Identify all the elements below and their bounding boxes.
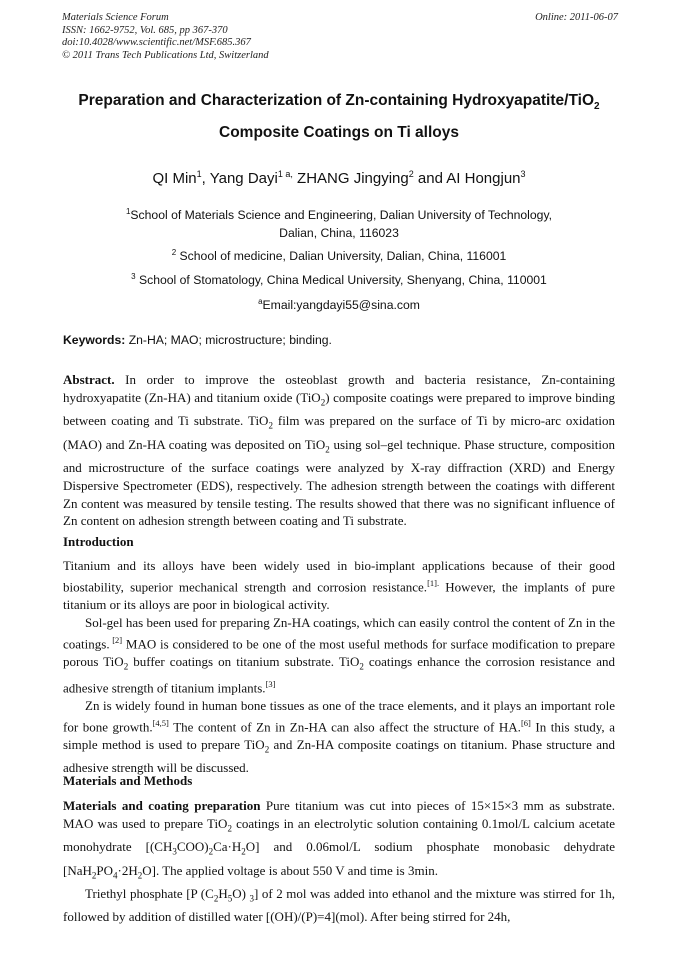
- author-sup: 2: [408, 169, 414, 179]
- abstract: [63, 371, 615, 530]
- affiliation-text: School of medicine, Dalian University, Dalian, China, 116001: [176, 249, 507, 264]
- paragraph-text: Triethyl phosphate [P (C: [85, 885, 214, 901]
- section-heading-methods: Materials and Methods: [63, 773, 193, 788]
- affiliation-sup: 3: [131, 272, 136, 281]
- paragraph: [63, 697, 615, 777]
- affiliation-2: [40, 244, 638, 265]
- citation: [3]: [265, 679, 276, 690]
- paragraph-text: Ca·H: [213, 839, 242, 855]
- subsection-label: Materials and coating preparation: [63, 798, 261, 813]
- subscript: 2: [137, 870, 143, 881]
- author-sup: 3: [520, 169, 526, 179]
- citation: [4,5]: [152, 717, 169, 728]
- paragraph-text: and Zn-HA composite coatings on titanium. Phase structure and adhesive strength will be discussed.: [63, 737, 615, 776]
- online-date: Online: 2011-06-07: [535, 12, 618, 23]
- subscript: 3: [249, 893, 254, 904]
- paragraph-text: MAO is considered to be one of the most useful methods for surface modification to prepare porous TiO: [63, 635, 615, 669]
- affiliation-sup: 2: [171, 248, 177, 257]
- author-name: and AI Hongjun: [413, 170, 521, 187]
- email-address: Email:yangdayi55@sina.com: [262, 298, 420, 313]
- issn-line: ISSN: 1662-9752, Vol. 685, pp 367-370: [62, 24, 228, 36]
- paragraph: [63, 797, 615, 885]
- keywords-text: Zn-HA; MAO; microstructure; binding.: [125, 333, 332, 347]
- abstract-label: Abstract.: [63, 372, 115, 387]
- paragraph-text: O): [232, 885, 250, 901]
- subscript: 2: [241, 846, 246, 857]
- title-text: Preparation and Characterization of Zn-containing Hydroxyapatite/TiO: [78, 92, 595, 109]
- copyright-line: © 2011 Trans Tech Publications Ltd, Switzerland: [62, 49, 269, 61]
- subscript: 2: [91, 870, 97, 881]
- paper-title-line-2: Composite Coatings on Ti alloys: [219, 124, 459, 141]
- affiliation-1: [40, 203, 638, 242]
- paragraph-text: In this study, a simple method is used to prepare TiO: [63, 719, 615, 753]
- paragraph-text: H: [218, 885, 228, 901]
- title-subscript: 2: [594, 101, 600, 113]
- subscript: 2: [123, 661, 129, 672]
- subscript: 3: [172, 846, 177, 857]
- subscript: 2: [213, 893, 219, 904]
- author-name: ZHANG Jingying: [292, 170, 409, 187]
- section-heading-introduction: Introduction: [63, 534, 134, 549]
- paragraph: [63, 614, 615, 697]
- paragraph-text: coatings in an electrolytic solution containing 0.1mol/L calcium acetate monohydrate [(CH: [63, 815, 615, 855]
- paragraph-text: ] of 2 mol was added into ethanol and the mixture was stirred for 1h, followed by addition of distilled water [(OH)/(P)=4](mol). After being stirred for 24h,: [63, 885, 615, 925]
- abstract-text: film was prepared on the surface of Ti by micro-arc oxidation (MAO) and Zn-HA coating was deposited on TiO: [63, 413, 615, 452]
- email-sup: a: [258, 297, 263, 306]
- doi-line: doi:10.4028/www.scientific.net/MSF.685.367: [62, 37, 251, 48]
- paragraph-text: COO): [176, 839, 209, 855]
- abstract-text: using sol–gel technique. Phase structure, composition and microstructure of the surface coatings were analyzed by X-ray diffraction (XRD) and Energy Dispersive Spectrometer (EDS), respectively. The adhesion strength between the coatings with different Zn content was measured by tensile testing. The results showed that there was no significant influence of Zn content on adhesion strength between coating and Ti substrate.: [63, 436, 615, 529]
- keywords-label: Keywords:: [63, 333, 126, 347]
- paragraph-text: O]. The applied voltage is about 550 V and time is 3min.: [142, 862, 438, 878]
- subscript: 2: [227, 823, 232, 834]
- paragraph-text: The content of Zn in Zn-HA can also affect the structure of HA.: [168, 719, 521, 735]
- citation: [6]: [520, 717, 531, 728]
- affiliation-3: [40, 268, 638, 289]
- paragraph-text: PO: [96, 862, 114, 878]
- affiliation-text: School of Materials Science and Engineering, Dalian University of Technology,: [130, 208, 553, 223]
- subscript: 2: [320, 397, 326, 408]
- abstract-text: ) composite coatings were prepared to improve binding between coating and Ti substrate. TiO: [63, 389, 615, 429]
- paragraph-text: buffer coatings on titanium substrate. TiO: [128, 653, 360, 669]
- paragraph: [63, 885, 615, 926]
- paper-title-line-1: [40, 92, 638, 112]
- paragraph-text: Pure titanium was cut into pieces of 15×15×3 mm as substrate. MAO was used to prepare TiO: [63, 798, 615, 831]
- paragraph-text: Zn is widely found in human bone tissues as one of the trace elements, and it plays an important role for bone growth.: [63, 698, 615, 735]
- keywords: [63, 333, 618, 347]
- subscript: 2: [359, 661, 364, 672]
- author-sup: 1: [196, 169, 202, 179]
- subscript: 2: [208, 846, 214, 857]
- paragraph-text: ·2H: [117, 862, 138, 878]
- affiliation-text: Dalian, China, 116023: [279, 226, 399, 241]
- email-line: [40, 293, 638, 314]
- paragraph-text: However, the implants of pure titanium or its alloys are poor in biological activity.: [63, 579, 615, 612]
- introduction-body: [63, 557, 615, 777]
- paragraph: [63, 557, 615, 614]
- abstract-text: In order to improve the osteoblast growth and bacteria resistance, Zn-containing hydroxyapatite (Zn-HA) and titanium oxide (TiO: [63, 372, 615, 405]
- affiliation-sup: 1: [125, 207, 131, 216]
- subscript: 2: [264, 744, 270, 755]
- author-name: QI Min: [152, 170, 197, 187]
- author-name: , Yang Dayi: [201, 170, 278, 187]
- subscript: 5: [227, 893, 233, 904]
- author-sup: 1 a,: [277, 169, 293, 179]
- journal-header: [62, 12, 618, 62]
- paragraph-text: coatings enhance the corrosion resistance and adhesive strength of titanium implants.: [63, 653, 616, 696]
- methods-body: [63, 797, 615, 926]
- citation: [1].: [427, 577, 440, 588]
- paragraph-text: O] and 0.06mol/L sodium phosphate monobasic dehydrate [NaH: [63, 839, 615, 878]
- citation: [2]: [109, 634, 123, 645]
- affiliation-text: School of Stomatology, China Medical University, Shenyang, China, 110001: [135, 273, 547, 288]
- subscript: 2: [325, 444, 330, 455]
- journal-name: Materials Science Forum: [62, 12, 169, 23]
- subscript: 2: [268, 420, 273, 431]
- paragraph-text: Titanium and its alloys have been widely used in bio-implant applications because of their good biostability, superior mechanical strength and corrosion resistance.: [63, 558, 615, 595]
- paragraph-text: Sol-gel has been used for preparing Zn-HA coatings, which can easily control the content of Zn in the coatings.: [63, 614, 615, 651]
- author-list: [40, 169, 638, 187]
- subscript: 4: [113, 870, 118, 881]
